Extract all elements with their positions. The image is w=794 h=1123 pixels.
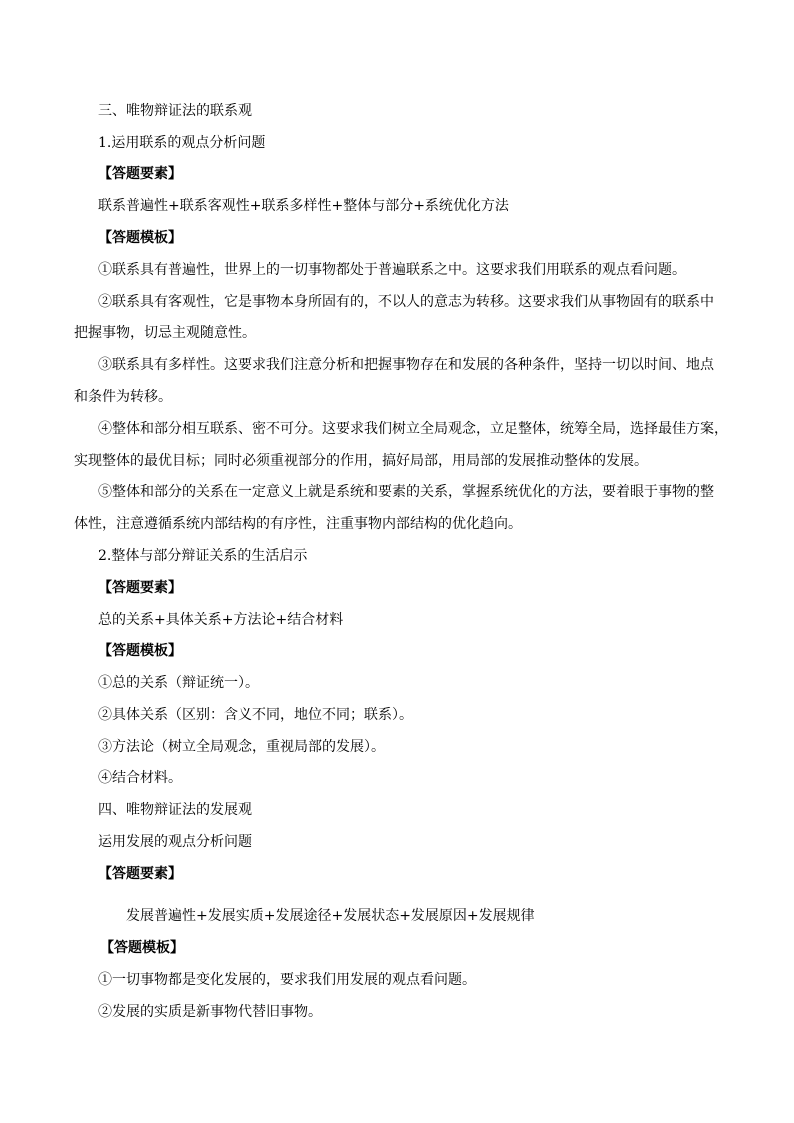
section-four-heading: 四、唯物辩证法的发展观 — [98, 802, 252, 818]
answer-elements-text-3: 发展普遍性+发展实质+发展途径+发展状态+发展原因+发展规律 — [126, 908, 535, 924]
template-point-5b: 体性，注意遵循系统内部结构的有序性，注重事物内部结构的优化趋向。 — [74, 516, 522, 532]
answer-elements-text: 联系普遍性+联系客观性+联系多样性+整体与部分+系统优化方法 — [98, 198, 509, 214]
section-three-heading: 三、唯物辩证法的联系观 — [98, 103, 252, 119]
template2-point-4: ④结合材料。 — [98, 770, 182, 786]
answer-elements-text-2: 总的关系+具体关系+方法论+结合材料 — [98, 612, 344, 628]
subheading-3: 运用发展的观点分析问题 — [98, 834, 252, 850]
template3-point-2: ②发展的实质是新事物代替旧事物。 — [98, 1004, 322, 1020]
template-point-2a: ②联系具有客观性，它是事物本身所固有的，不以人的意志为转移。这要求我们从事物固有的联系中 — [98, 294, 714, 310]
template-point-5a: ⑤整体和部分的关系在一定意义上就是系统和要素的关系，掌握系统优化的方法，要着眼于事物的整 — [98, 484, 714, 500]
template2-point-3: ③方法论（树立全局观念，重视局部的发展）。 — [98, 739, 385, 755]
subheading-1: 1.运用联系的观点分析问题 — [98, 135, 266, 151]
tag-answer-elements-3: 【答题要素】 — [98, 866, 182, 882]
template2-point-1: ①总的关系（辩证统一）。 — [98, 675, 259, 691]
tag-answer-elements: 【答题要素】 — [98, 166, 182, 182]
tag-answer-elements-2: 【答题要素】 — [98, 580, 182, 596]
template-point-1: ①联系具有普遍性，世界上的一切事物都处于普遍联系之中。这要求我们用联系的观点看问题。 — [98, 262, 686, 278]
tag-answer-template-2: 【答题模板】 — [98, 643, 182, 659]
tag-answer-template: 【答题模板】 — [98, 230, 182, 246]
template-point-4b: 实现整体的最优目标；同时必须重视部分的作用，搞好局部，用局部的发展推动整体的发展。 — [74, 453, 648, 469]
template-point-3a: ③联系具有多样性。这要求我们注意分析和把握事物存在和发展的各种条件，坚持一切以时间、地点 — [98, 357, 714, 373]
tag-answer-template-3: 【答题模板】 — [100, 940, 184, 956]
template2-point-2: ②具体关系（区别：含义不同，地位不同；联系）。 — [98, 707, 413, 723]
template3-point-1: ①一切事物都是变化发展的，要求我们用发展的观点看问题。 — [98, 972, 476, 988]
template-point-2b: 把握事物，切忌主观随意性。 — [74, 325, 256, 341]
template-point-3b: 和条件为转移。 — [74, 389, 172, 405]
template-point-4a: ④整体和部分相互联系、密不可分。这要求我们树立全局观念，立足整体，统筹全局，选择最佳方案， — [98, 421, 728, 437]
subheading-2: 2.整体与部分辩证关系的生活启示 — [98, 548, 308, 564]
